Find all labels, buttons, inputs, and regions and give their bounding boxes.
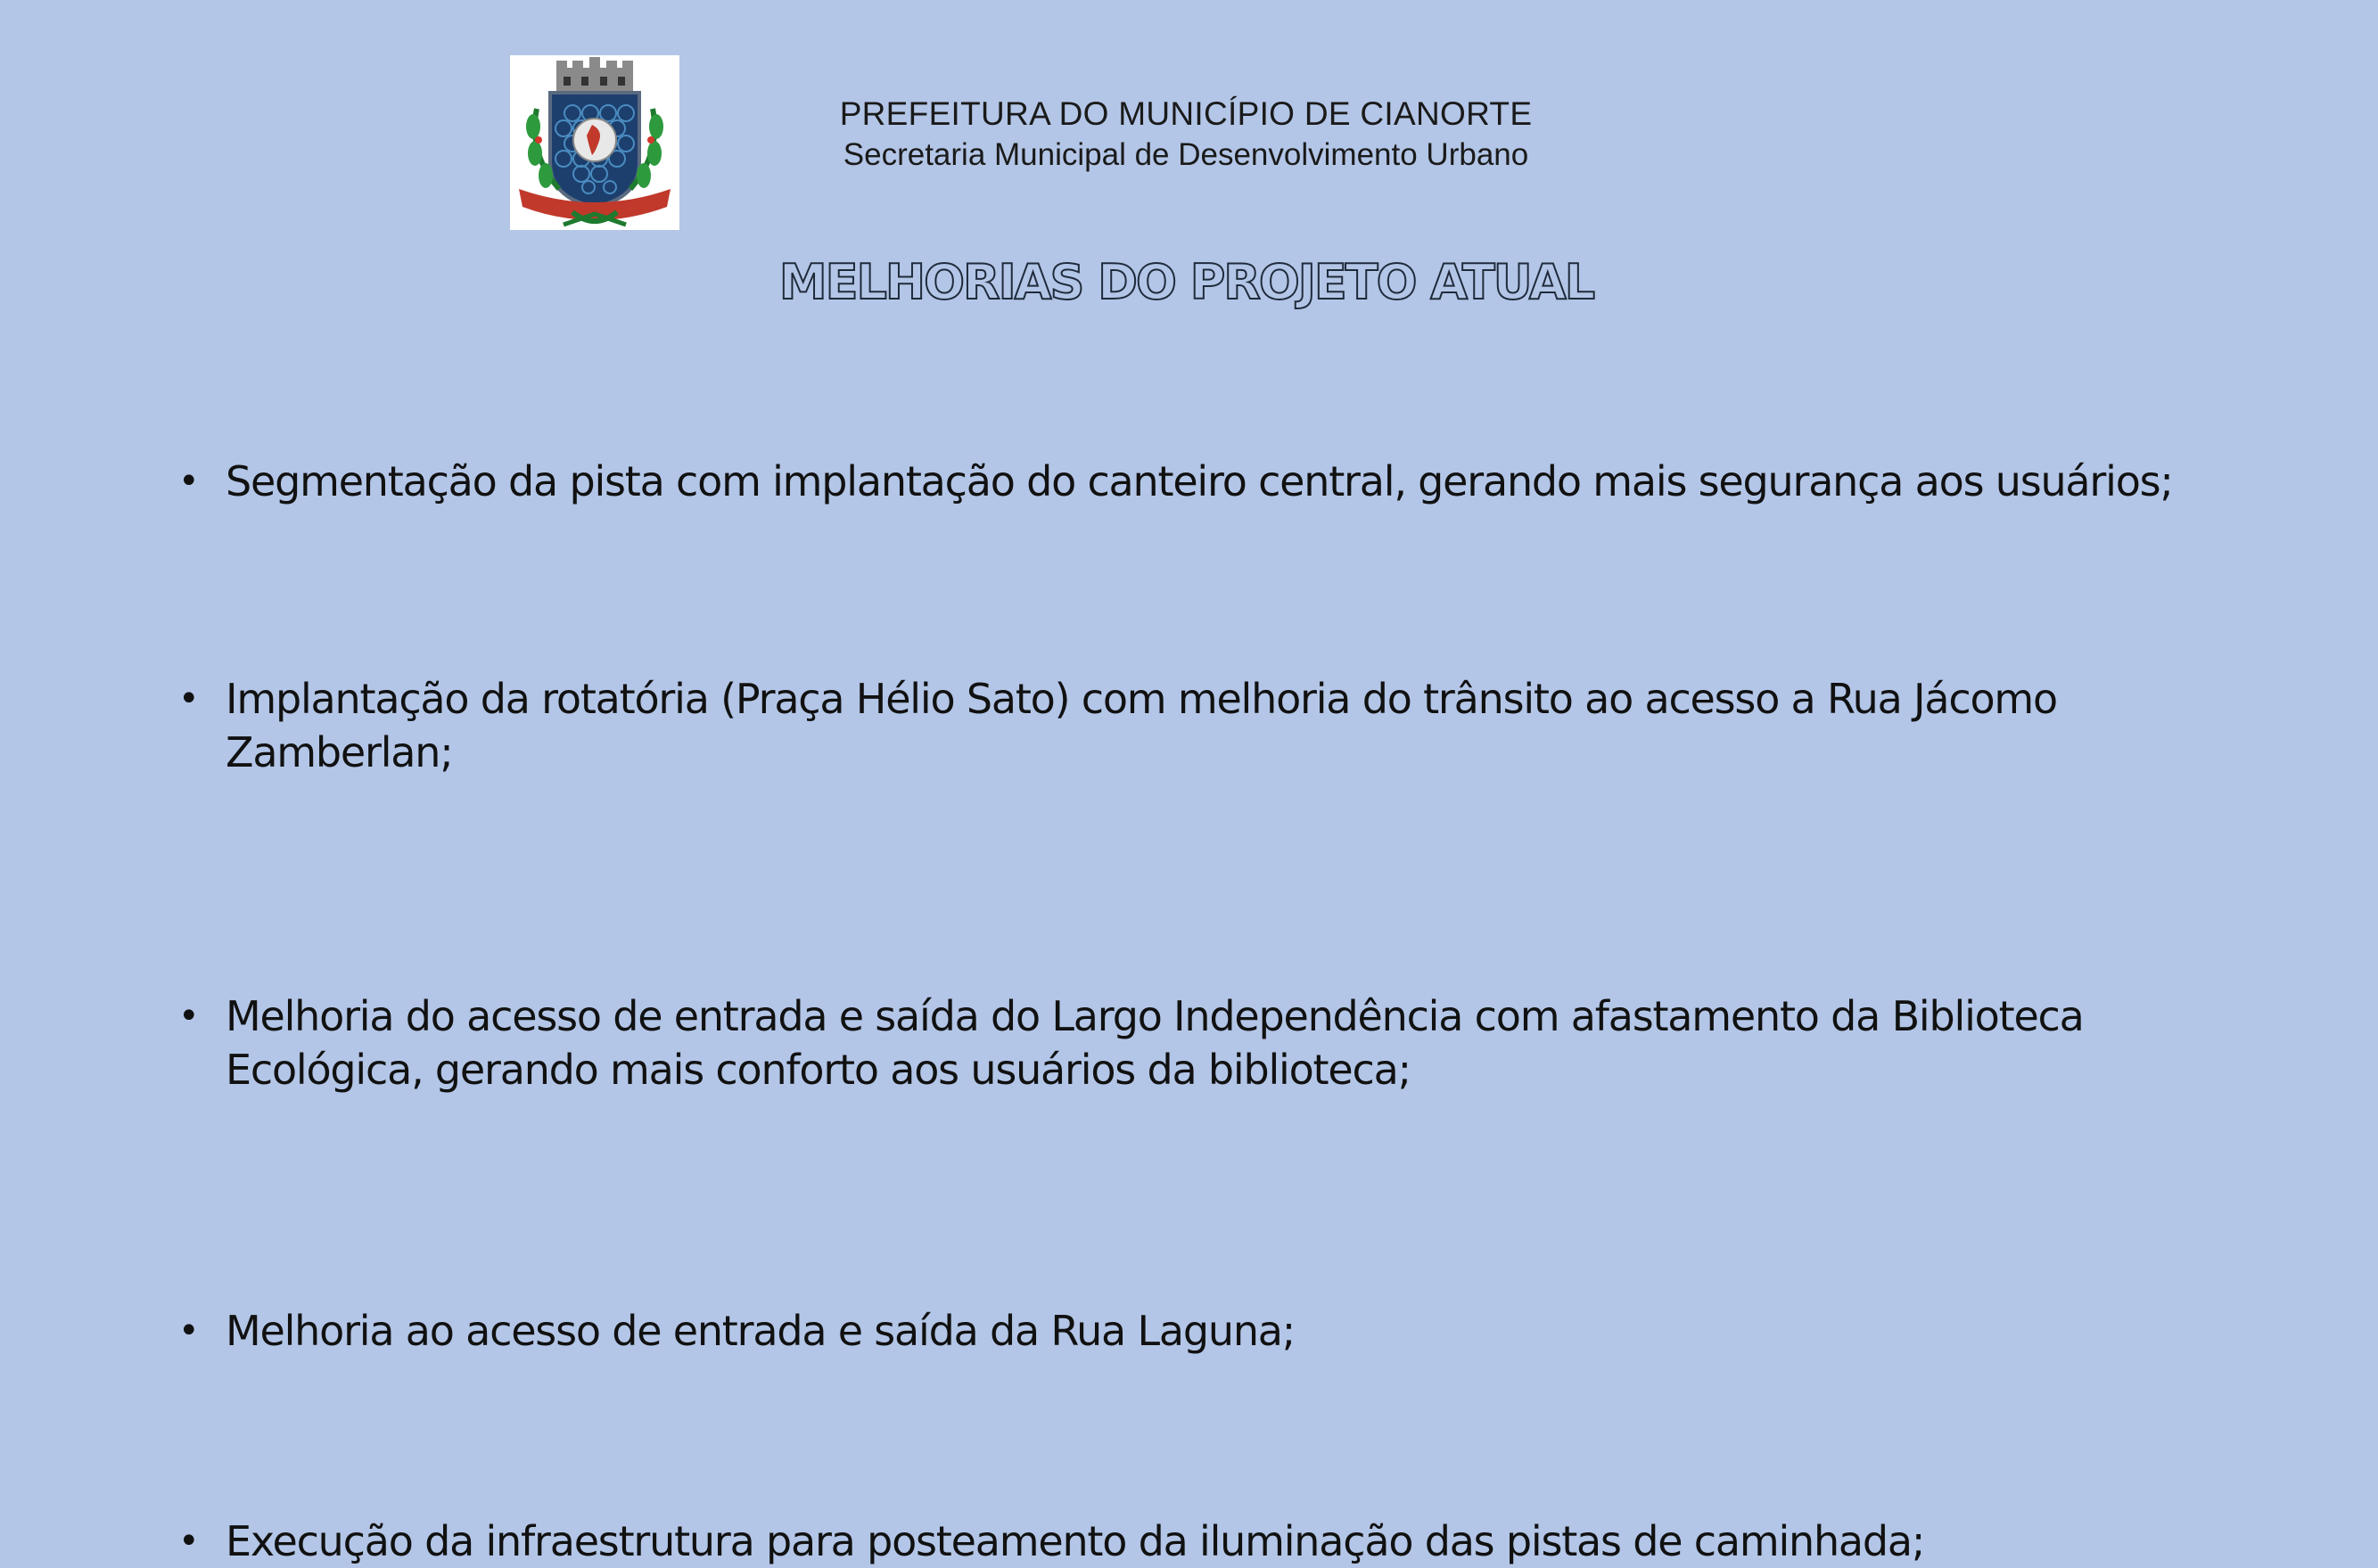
bullet-dot-icon: • — [178, 461, 199, 502]
bullet-dot-icon: • — [178, 1310, 199, 1351]
coat-of-arms-icon — [510, 55, 679, 230]
slide-title: MELHORIAS DO PROJETO ATUAL — [778, 254, 1594, 310]
bullet-list — [178, 455, 2229, 1565]
bullet-text: Melhoria ao acesso de entrada e saída da Rua Laguna; — [226, 1307, 1296, 1355]
bullet-text: Melhoria do acesso de entrada e saída do Largo Independência com afastamento da Biblioteca Ecológica, gerando mais conforto aos usuários da biblioteca; — [226, 992, 2084, 1094]
bullet-item — [178, 1515, 2229, 1568]
header — [740, 94, 1632, 176]
bullet-text: Implantação da rotatória (Praça Hélio Sato) com melhoria do trânsito ao acesso a Rua Jácomo Zamberlan; — [226, 675, 2057, 776]
bullet-item — [178, 672, 2229, 779]
bullet-item — [178, 455, 2229, 508]
bullet-dot-icon: • — [178, 996, 199, 1037]
bullet-dot-icon: • — [178, 678, 199, 719]
coat-of-arms-logo — [510, 55, 679, 230]
bullet-item — [178, 989, 2229, 1096]
bullet-item — [178, 1304, 2229, 1358]
slide-title-wrapper — [0, 254, 2378, 310]
municipality-name: PREFEITURA DO MUNICÍPIO DE CIANORTE — [839, 95, 1533, 132]
bullet-dot-icon: • — [178, 1521, 199, 1562]
department-name: Secretaria Municipal de Desenvolvimento Urbano — [843, 137, 1529, 172]
bullet-text: Execução da infraestrutura para posteamento da iluminação das pistas de caminhada; — [226, 1517, 1925, 1565]
bullet-text: Segmentação da pista com implantação do canteiro central, gerando mais segurança aos usuários; — [226, 457, 2173, 505]
